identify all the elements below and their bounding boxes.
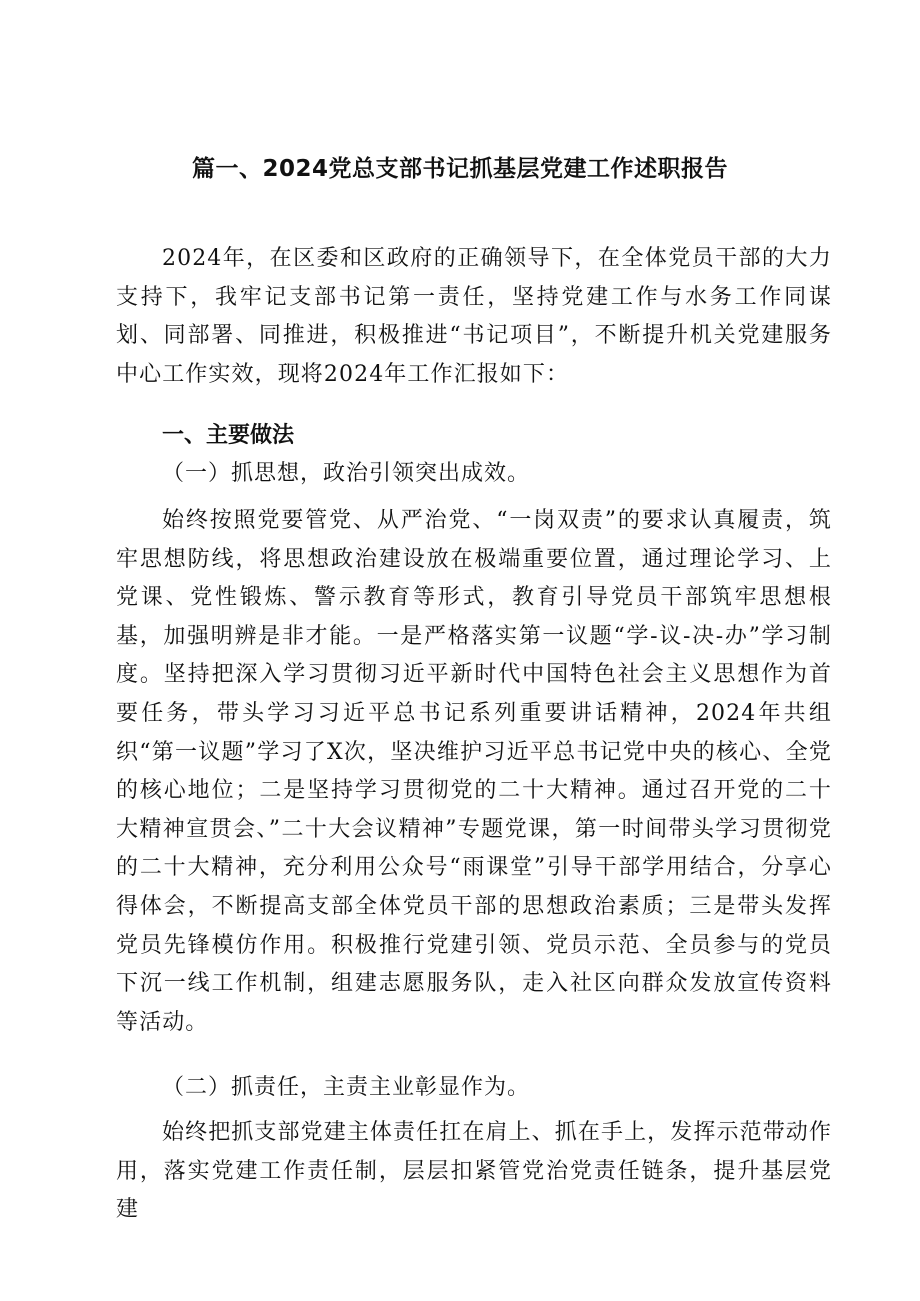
paragraph: 始终把抓支部党建主体责任扛在肩上、抓在手上，发挥示范带动作用，落实党建工作责任制，层层扣紧管党治党责任链条，提升基层党建: [116, 1120, 832, 1223]
paragraph: 始终按照党要管党、从严治党、“一岗双责”的要求认真履责，筑牢思想防线，将思想政治建设放在极端重要位置，通过理论学习、上党课、党性锻炼、警示教育等形式，教育引导党员干部筑牢思想根基，加强明辨是非才能。一是严格落实第一议题“学-议-决-办”学习制度。坚持把深入学习贯彻习近平新时代中国特色社会主义思想作为首要任务，带头学习习近平总书记系列重要讲话精神，2024年共组织“第一议题”学习了X次，坚决维护习近平总书记党中央的核心、全党的核心地位；二是坚持学习贯彻党的二十大精神。通过召开党的二十大精神宣贯会、”二十大会议精神”专题党课，第一时间带头学习贯彻党的二十大精神，充分利用公众号“雨课堂”引导干部学用结合，分享心得体会，不断提高支部全体党员干部的思想政治素质；三是带头发挥党员先锋模仿作用。积极推行党建引领、党员示范、全员参与的党员下沉一线工作机制，组建志愿服务队，走入社区向群众发放宣传资料等活动。: [116, 508, 832, 1035]
subsection-body: [116, 502, 832, 1042]
subsection-heading: （一）抓思想，政治引领突出成效。: [162, 461, 531, 486]
intro-paragraph: [116, 240, 832, 394]
subsection-heading: （二）抓责任，主责主业彰显作为。: [162, 1075, 531, 1100]
document-title: 篇一、2024党总支部书记抓基层党建工作述职报告: [191, 156, 728, 182]
subsection-body: [116, 1114, 832, 1230]
section-heading: 一、主要做法: [162, 423, 295, 448]
intro-text: 2024年，在区委和区政府的正确领导下，在全体党员干部的大力支持下，我牢记支部书记第一责任，坚持党建工作与水务工作同谋划、同部署、同推进，积极推进“书记项目”，不断提升机关党建服务中心工作实效，现将2024年工作汇报如下：: [116, 246, 832, 387]
